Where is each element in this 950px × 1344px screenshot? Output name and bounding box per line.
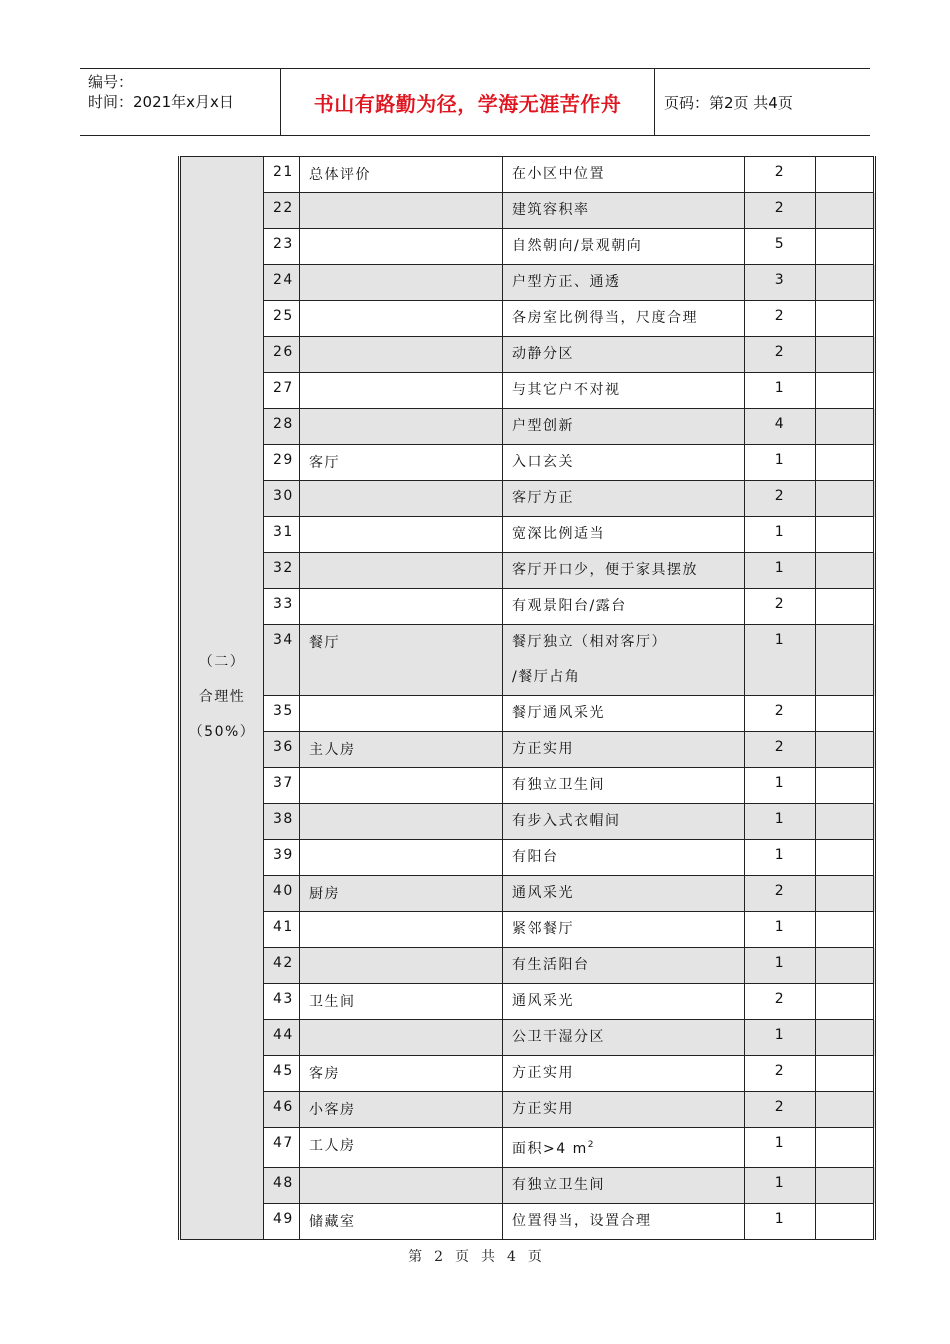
row-number: 30 [264, 481, 300, 517]
header-motto-cell [281, 69, 655, 135]
table-row [180, 337, 875, 373]
row-number: 23 [264, 229, 300, 265]
row-number: 43 [264, 984, 300, 1020]
row-blank-cell [816, 517, 875, 553]
row-number: 32 [264, 553, 300, 589]
row-number: 37 [264, 768, 300, 804]
footer-page-word: 页 [455, 1249, 469, 1265]
row-blank-cell [816, 229, 875, 265]
row-number: 38 [264, 804, 300, 840]
footer-page-number: 2 [434, 1249, 443, 1265]
table-row [180, 625, 875, 696]
row-item-line [512, 768, 744, 803]
row-item-line [512, 553, 744, 588]
row-item [503, 301, 745, 337]
row-item-line [512, 373, 744, 408]
row-number: 35 [264, 696, 300, 732]
row-blank-cell [816, 1092, 875, 1128]
row-blank-cell [816, 948, 875, 984]
row-item-text: 有阳台 [512, 849, 559, 865]
row-group: 客房 [300, 1056, 503, 1092]
row-number: 41 [264, 912, 300, 948]
table-row [180, 589, 875, 625]
row-group: 厨房 [300, 876, 503, 912]
row-group [300, 409, 503, 445]
row-group: 储藏室 [300, 1203, 503, 1239]
row-item-text: 通风采光 [512, 993, 574, 1009]
row-item-text: 餐厅独立（相对客厅） [512, 634, 667, 650]
row-score: 1 [745, 1020, 816, 1056]
row-score: 2 [745, 732, 816, 768]
row-group: 主人房 [300, 732, 503, 768]
row-item-line [512, 625, 744, 660]
row-score: 2 [745, 337, 816, 373]
row-group [300, 517, 503, 553]
table-row [180, 1020, 875, 1056]
row-item-line [512, 732, 744, 767]
row-group: 客厅 [300, 445, 503, 481]
row-blank-cell [816, 1056, 875, 1092]
footer-total-number: 4 [507, 1249, 516, 1265]
row-item [503, 696, 745, 732]
row-item-text: 方正实用 [512, 1101, 574, 1117]
row-blank-cell [816, 912, 875, 948]
row-blank-cell [816, 409, 875, 445]
row-number: 26 [264, 337, 300, 373]
row-item [503, 1203, 745, 1239]
category-cell [180, 157, 264, 1240]
row-number: 46 [264, 1092, 300, 1128]
row-group [300, 912, 503, 948]
row-score: 1 [745, 948, 816, 984]
table-row [180, 157, 875, 193]
row-group: 餐厅 [300, 625, 503, 696]
row-group [300, 481, 503, 517]
row-item-text: 有生活阳台 [512, 957, 590, 973]
row-item [503, 337, 745, 373]
row-item-line [512, 984, 744, 1019]
row-number: 48 [264, 1167, 300, 1203]
row-blank-cell [816, 265, 875, 301]
row-item-line [512, 1204, 744, 1239]
row-score: 1 [745, 517, 816, 553]
row-item-line [512, 840, 744, 875]
row-item [503, 840, 745, 876]
row-blank-cell [816, 589, 875, 625]
table-row [180, 517, 875, 553]
table-row [180, 481, 875, 517]
row-item-text: 方正实用 [512, 741, 574, 757]
table-row [180, 193, 875, 229]
row-item-line [512, 301, 744, 336]
row-number: 31 [264, 517, 300, 553]
table-row [180, 696, 875, 732]
row-item [503, 912, 745, 948]
row-item-line [512, 912, 744, 947]
row-score: 1 [745, 1203, 816, 1239]
row-item [503, 948, 745, 984]
row-group [300, 229, 503, 265]
row-item [503, 1092, 745, 1128]
row-item [503, 229, 745, 265]
row-item [503, 553, 745, 589]
row-blank-cell [816, 696, 875, 732]
table-row [180, 948, 875, 984]
row-item-line [512, 337, 744, 372]
row-score: 1 [745, 373, 816, 409]
row-item-line [512, 481, 744, 516]
table-row [180, 1092, 875, 1128]
row-item-line [512, 948, 744, 983]
row-group [300, 553, 503, 589]
row-item-text: 有步入式衣帽间 [512, 813, 621, 829]
row-item-text: 户型创新 [512, 418, 574, 434]
row-item [503, 373, 745, 409]
row-number: 27 [264, 373, 300, 409]
row-score: 2 [745, 157, 816, 193]
document-date-label: 时间：2021年x月x日 [88, 93, 234, 111]
row-item [503, 265, 745, 301]
page-footer [0, 1246, 950, 1266]
row-item-text: 各房室比例得当，尺度合理 [512, 310, 698, 326]
row-item [503, 157, 745, 193]
row-number: 47 [264, 1128, 300, 1168]
row-blank-cell [816, 876, 875, 912]
row-number: 29 [264, 445, 300, 481]
row-group [300, 301, 503, 337]
category-label-line1: （二） [198, 654, 246, 671]
row-blank-cell [816, 840, 875, 876]
row-number: 21 [264, 157, 300, 193]
row-blank-cell [816, 301, 875, 337]
row-score: 1 [745, 1128, 816, 1168]
row-blank-cell [816, 625, 875, 696]
row-group: 工人房 [300, 1128, 503, 1168]
row-blank-cell [816, 553, 875, 589]
row-score: 1 [745, 768, 816, 804]
row-group [300, 840, 503, 876]
table-row [180, 840, 875, 876]
row-number: 39 [264, 840, 300, 876]
row-score: 4 [745, 409, 816, 445]
row-item-text: 自然朝向/景观朝向 [512, 238, 643, 254]
evaluation-table [178, 156, 876, 1240]
row-item-text: 面积>4 m [512, 1140, 588, 1157]
page-header [80, 68, 870, 136]
row-score: 1 [745, 1167, 816, 1203]
row-score: 2 [745, 193, 816, 229]
table-row [180, 445, 875, 481]
table-row [180, 1056, 875, 1092]
row-item [503, 625, 745, 696]
row-item-text-line2: /餐厅占角 [512, 669, 581, 685]
footer-total-word: 页 [527, 1249, 542, 1265]
row-score: 1 [745, 553, 816, 589]
row-score: 3 [745, 265, 816, 301]
row-blank-cell [816, 1128, 875, 1168]
evaluation-table-wrapper [178, 156, 873, 1230]
table-row [180, 373, 875, 409]
row-item-text: 餐厅通风采光 [512, 705, 605, 721]
header-page-label: 页码：第2页 共4页 [664, 93, 793, 112]
row-blank-cell [816, 373, 875, 409]
row-item-line [512, 265, 744, 300]
footer-prefix: 第 [408, 1249, 423, 1265]
document-code-label: 编号： [88, 73, 134, 91]
row-score: 1 [745, 804, 816, 840]
table-row [180, 1203, 875, 1239]
row-item [503, 984, 745, 1020]
row-number: 45 [264, 1056, 300, 1092]
row-item [503, 732, 745, 768]
row-item [503, 193, 745, 229]
row-item [503, 1167, 745, 1203]
row-blank-cell [816, 1020, 875, 1056]
row-blank-cell [816, 804, 875, 840]
row-score: 2 [745, 984, 816, 1020]
row-number: 28 [264, 409, 300, 445]
row-item [503, 445, 745, 481]
row-item-line [512, 696, 744, 731]
row-item-line [512, 804, 744, 839]
row-item-line [512, 1092, 744, 1127]
row-item-text: 有独立卫生间 [512, 777, 605, 793]
row-group [300, 193, 503, 229]
row-item-line [512, 1020, 744, 1055]
table-row [180, 409, 875, 445]
row-blank-cell [816, 984, 875, 1020]
row-item [503, 481, 745, 517]
category-label-line3: （50%） [188, 724, 256, 741]
row-item-superscript: 2 [587, 1140, 595, 1150]
row-number: 49 [264, 1203, 300, 1239]
row-item-line [512, 876, 744, 911]
row-group [300, 804, 503, 840]
row-item [503, 1020, 745, 1056]
row-score: 1 [745, 625, 816, 696]
category-label-line2: 合理性 [198, 689, 246, 706]
row-item-text: 紧邻餐厅 [512, 921, 574, 937]
row-group [300, 265, 503, 301]
row-number: 36 [264, 732, 300, 768]
row-item-line [512, 1128, 744, 1167]
row-item-text: 通风采光 [512, 885, 574, 901]
row-group: 小客房 [300, 1092, 503, 1128]
row-score: 2 [745, 1092, 816, 1128]
table-row [180, 984, 875, 1020]
row-group: 卫生间 [300, 984, 503, 1020]
row-item [503, 768, 745, 804]
row-group [300, 1020, 503, 1056]
table-row [180, 804, 875, 840]
row-item-text: 公卫干湿分区 [512, 1029, 605, 1045]
table-row [180, 1167, 875, 1203]
row-blank-cell [816, 732, 875, 768]
row-group [300, 337, 503, 373]
row-item-text: 入口玄关 [512, 454, 574, 470]
row-score: 2 [745, 696, 816, 732]
row-number: 25 [264, 301, 300, 337]
row-blank-cell [816, 1203, 875, 1239]
row-item-line [512, 445, 744, 480]
table-row [180, 265, 875, 301]
table-row [180, 912, 875, 948]
row-item [503, 804, 745, 840]
row-item-line [512, 1056, 744, 1091]
row-number: 42 [264, 948, 300, 984]
row-item-text: 位置得当，设置合理 [512, 1212, 652, 1229]
table-row [180, 301, 875, 337]
row-number: 44 [264, 1020, 300, 1056]
row-item-line [512, 517, 744, 552]
row-blank-cell [816, 337, 875, 373]
table-row [180, 1128, 875, 1168]
table-row [180, 229, 875, 265]
row-item-text: 方正实用 [512, 1065, 574, 1081]
row-item-text: 与其它户不对视 [512, 382, 621, 398]
row-score: 2 [745, 481, 816, 517]
row-item-text: 在小区中位置 [512, 166, 605, 182]
row-item-text: 动静分区 [512, 346, 574, 362]
row-item-text: 有观景阳台/露台 [512, 598, 627, 614]
row-group [300, 589, 503, 625]
row-score: 5 [745, 229, 816, 265]
row-item [503, 1128, 745, 1168]
table-row [180, 553, 875, 589]
row-score: 2 [745, 1056, 816, 1092]
row-item-text: 有独立卫生间 [512, 1176, 605, 1193]
row-number: 34 [264, 625, 300, 696]
row-score: 1 [745, 912, 816, 948]
row-item-text: 宽深比例适当 [512, 526, 605, 542]
row-item-text: 户型方正、通透 [512, 274, 621, 290]
row-number: 33 [264, 589, 300, 625]
row-item-line [512, 1168, 744, 1203]
row-item-line [512, 157, 744, 192]
row-group [300, 768, 503, 804]
footer-total-prefix: 共 [481, 1249, 495, 1265]
row-item [503, 589, 745, 625]
row-blank-cell [816, 193, 875, 229]
row-item [503, 409, 745, 445]
row-item [503, 517, 745, 553]
row-score: 2 [745, 301, 816, 337]
row-item-text: 客厅开口少，便于家具摆放 [512, 562, 698, 578]
row-score: 1 [745, 840, 816, 876]
header-meta [80, 69, 281, 135]
row-item-line [512, 193, 744, 228]
row-item-line [512, 589, 744, 624]
row-item-text: 建筑容积率 [512, 202, 590, 218]
row-blank-cell [816, 445, 875, 481]
row-item [503, 876, 745, 912]
row-item [503, 1056, 745, 1092]
row-blank-cell [816, 481, 875, 517]
row-blank-cell [816, 157, 875, 193]
row-score: 1 [745, 445, 816, 481]
row-item-line [512, 409, 744, 444]
row-item-line [512, 229, 744, 264]
row-score: 2 [745, 589, 816, 625]
row-group [300, 1167, 503, 1203]
row-score: 2 [745, 876, 816, 912]
header-motto: 书山有路勤为径，学海无涯苦作舟 [313, 91, 622, 116]
row-group [300, 373, 503, 409]
row-number: 24 [264, 265, 300, 301]
header-page-cell [655, 69, 870, 135]
row-group: 总体评价 [300, 157, 503, 193]
row-blank-cell [816, 768, 875, 804]
row-blank-cell [816, 1167, 875, 1203]
row-number: 40 [264, 876, 300, 912]
table-row [180, 768, 875, 804]
table-row [180, 876, 875, 912]
row-number: 22 [264, 193, 300, 229]
row-item-text: 客厅方正 [512, 490, 574, 506]
table-row [180, 732, 875, 768]
row-group [300, 696, 503, 732]
row-group [300, 948, 503, 984]
